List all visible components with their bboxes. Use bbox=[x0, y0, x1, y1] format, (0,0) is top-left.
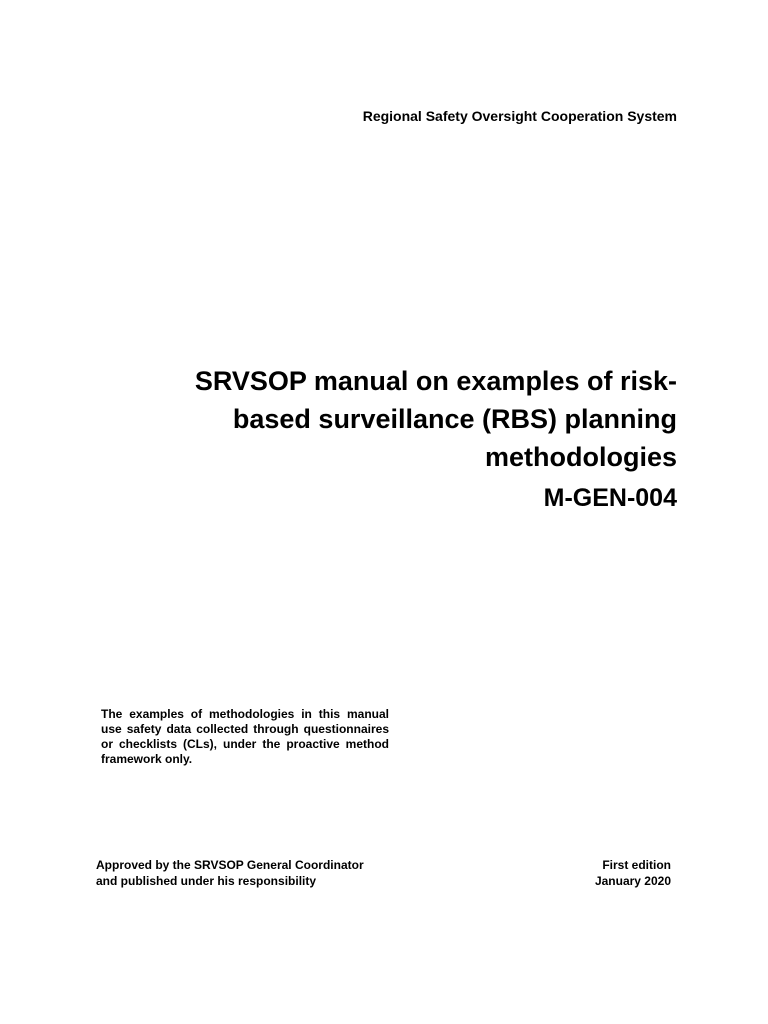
edition-label: First edition bbox=[602, 858, 671, 872]
approval-statement bbox=[96, 857, 364, 889]
edition-date: January 2020 bbox=[594, 874, 671, 888]
title-line-3: methodologies bbox=[484, 442, 677, 472]
organization-name: Regional Safety Oversight Cooperation System bbox=[362, 108, 677, 124]
title-line-1: SRVSOP manual on examples of risk- bbox=[194, 366, 677, 396]
approval-line-1: Approved by the SRVSOP General Coordinator bbox=[96, 858, 364, 872]
edition-info bbox=[595, 857, 671, 889]
scope-note: The examples of methodologies in this manual use safety data collected through questionnaires or checklists (CLs), under the proactive method framework only. bbox=[101, 707, 389, 766]
document-code: M-GEN-004 bbox=[543, 484, 677, 512]
title-line-2: based surveillance (RBS) planning bbox=[232, 404, 677, 434]
document-title bbox=[97, 362, 677, 476]
approval-line-2: and published under his responsibility bbox=[96, 874, 317, 888]
